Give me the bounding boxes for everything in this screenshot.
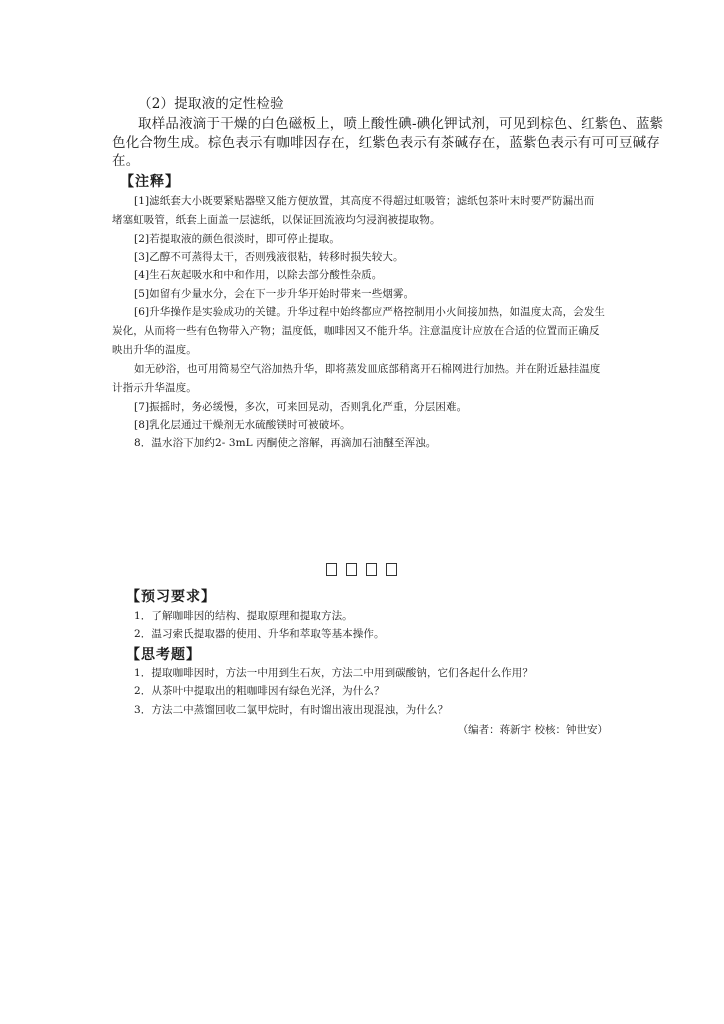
- preview-item: 2．温习索氏提取器的使用、升华和萃取等基本操作。: [134, 628, 385, 640]
- section-paragraph-line: 色化合物生成。棕色表示有咖啡因存在，红紫色表示有茶碱存在，蓝紫色表示有可可豆碱存: [112, 135, 660, 151]
- section-paragraph-line: 在。: [112, 153, 140, 169]
- note-line: [1]滤纸套大小既要紧贴器壁又能方便放置，其高度不得超过虹吸管；滤纸包茶叶末时要严防漏出而: [134, 195, 595, 207]
- note-line: 8．温水浴下加约2- 3mL 丙酮使之溶解，再滴加石油醚至浑浊。: [134, 437, 437, 449]
- missing-glyph-box: [386, 563, 397, 576]
- questions-heading: 【思考题】: [126, 647, 201, 663]
- note-line: 炭化，从而将一些有色物带入产物；温度低，咖啡因又不能升华。注意温度计应放在合适的位置而正确反: [112, 325, 600, 337]
- editor-credit: （编者：蒋新宇 校核：钟世安）: [457, 724, 608, 736]
- note-line: [5]如留有少量水分，会在下一步升华开始时带来一些烟雾。: [134, 288, 415, 300]
- note-line: [6]升华操作是实验成功的关键。升华过程中始终都应严格控制用小火间接加热，如温度太高，会发生: [134, 306, 605, 318]
- notes-heading: 【注释】: [120, 174, 180, 190]
- missing-glyph-boxes: [326, 563, 397, 576]
- preview-item: 1．了解咖啡因的结构、提取原理和提取方法。: [134, 610, 353, 622]
- note-line: 映出升华的温度。: [112, 344, 197, 356]
- note-line: 堵塞虹吸管，纸套上面盖一层滤纸，以保证回流液均匀浸润被提取物。: [112, 214, 441, 226]
- note-line: [3]乙醇不可蒸得太干，否则残液很粘，转移时损失较大。: [134, 251, 404, 263]
- missing-glyph-box: [346, 563, 357, 576]
- preview-heading: 【预习要求】: [126, 589, 216, 605]
- question-item: 3．方法二中蒸馏回收二氯甲烷时，有时馏出液出现混浊，为什么？: [134, 704, 449, 716]
- note-line: [8]乳化层通过干燥剂无水硫酸镁时可被破坏。: [134, 419, 351, 431]
- note-line: 如无砂浴，也可用简易空气浴加热升华，即将蒸发皿底部稍离开石棉网进行加热。并在附近悬挂温度: [134, 363, 601, 375]
- question-item: 2．从茶叶中提取出的粗咖啡因有绿色光泽，为什么？: [134, 685, 385, 697]
- missing-glyph-box: [326, 563, 337, 576]
- section-paragraph-line: 取样品液滴于干燥的白色磁板上，喷上酸性碘-碘化钾试剂，可见到棕色、红紫色、蓝紫: [138, 116, 664, 132]
- question-item: 1．提取咖啡因时，方法一中用到生石灰，方法二中用到碳酸钠，它们各起什么作用？: [134, 667, 533, 679]
- missing-glyph-box: [366, 563, 377, 576]
- section-title: （2）提取液的定性检验: [138, 96, 284, 112]
- note-line: 计指示升华温度。: [112, 382, 197, 394]
- note-line: [4]生石灰起吸水和中和作用，以除去部分酸性杂质。: [134, 269, 383, 281]
- note-line: [7]振摇时，务必缓慢，多次，可来回晃动，否则乳化严重，分层困难。: [134, 401, 468, 413]
- note-line: [2]若提取液的颜色很淡时，即可停止提取。: [134, 233, 340, 245]
